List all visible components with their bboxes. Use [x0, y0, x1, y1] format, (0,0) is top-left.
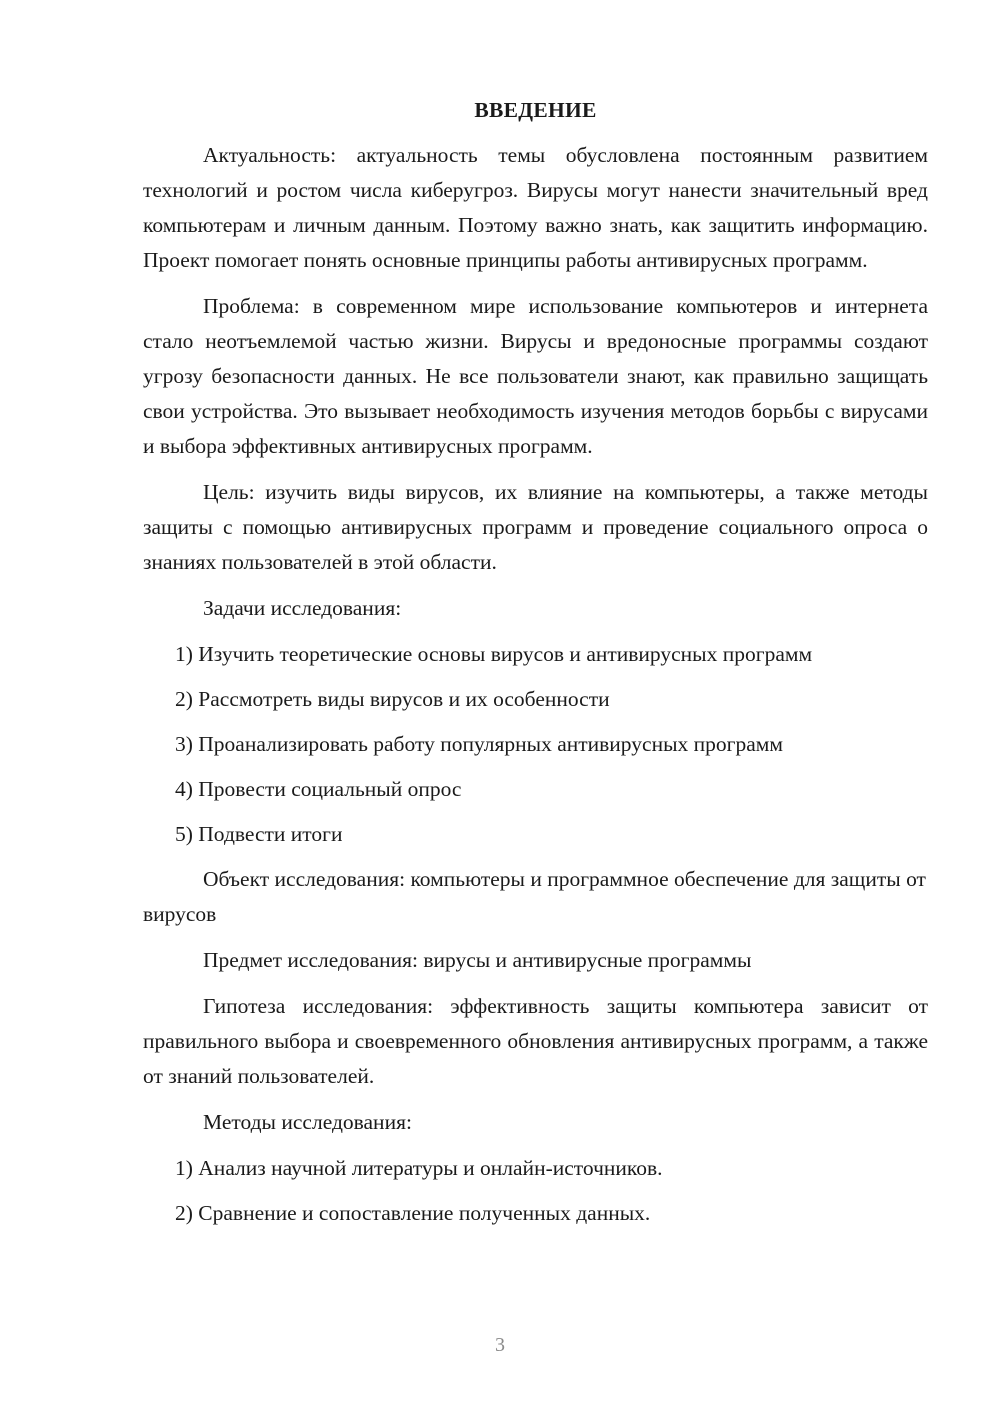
hypothesis-paragraph: Гипотеза исследования: эффективность защиты компьютера зависит от правильного выбора и своевременного обновления антивирусных программ, а также от знаний пользователей. — [143, 994, 928, 1088]
methods-list — [175, 1151, 928, 1231]
goal-paragraph: Цель: изучить виды вирусов, их влияние на компьютеры, а также методы защиты с помощью антивирусных программ и проведение социального опроса о знаниях пользователей в этой области. — [143, 480, 928, 574]
section-heading: ВВЕДЕНИЕ — [474, 98, 597, 122]
tasks-list — [175, 637, 928, 852]
methods-title: Методы исследования: — [203, 1110, 412, 1134]
task-item: 5) Подвести итоги — [175, 822, 343, 846]
document-page — [143, 92, 928, 1241]
problem-paragraph: Проблема: в современном мире использование компьютеров и интернета стало неотъемлемой частью жизни. Вирусы и вредоносные программы создают угрозу безопасности данных. Не все пользователи знают, как правильно защищать свои устройства. Это вызывает необходимость изучения методов борьбы с вирусами и выбора эффективных антивирусных программ. — [143, 294, 928, 458]
relevance-paragraph: Актуальность: актуальность темы обусловлена постоянным развитием технологий и ростом числа киберугроз. Вирусы могут нанести значительный вред компьютерам и личным данным. Поэтому важно знать, как защитить информацию. Проект помогает понять основные принципы работы антивирусных программ. — [143, 143, 928, 272]
method-item: 2) Сравнение и сопоставление полученных данных. — [175, 1201, 651, 1225]
task-item: 4) Провести социальный опрос — [175, 777, 462, 801]
task-item: 1) Изучить теоретические основы вирусов и антивирусных программ — [175, 642, 813, 666]
object-paragraph: Объект исследования: компьютеры и программное обеспечение для защиты от вирусов — [143, 867, 926, 926]
task-item: 3) Проанализировать работу популярных антивирусных программ — [175, 732, 783, 756]
tasks-title: Задачи исследования: — [203, 596, 402, 620]
method-item: 1) Анализ научной литературы и онлайн-источников. — [175, 1156, 663, 1180]
subject-paragraph: Предмет исследования: вирусы и антивирусные программы — [203, 948, 752, 972]
page-number: 3 — [495, 1334, 505, 1356]
task-item: 2) Рассмотреть виды вирусов и их особенности — [175, 687, 610, 711]
